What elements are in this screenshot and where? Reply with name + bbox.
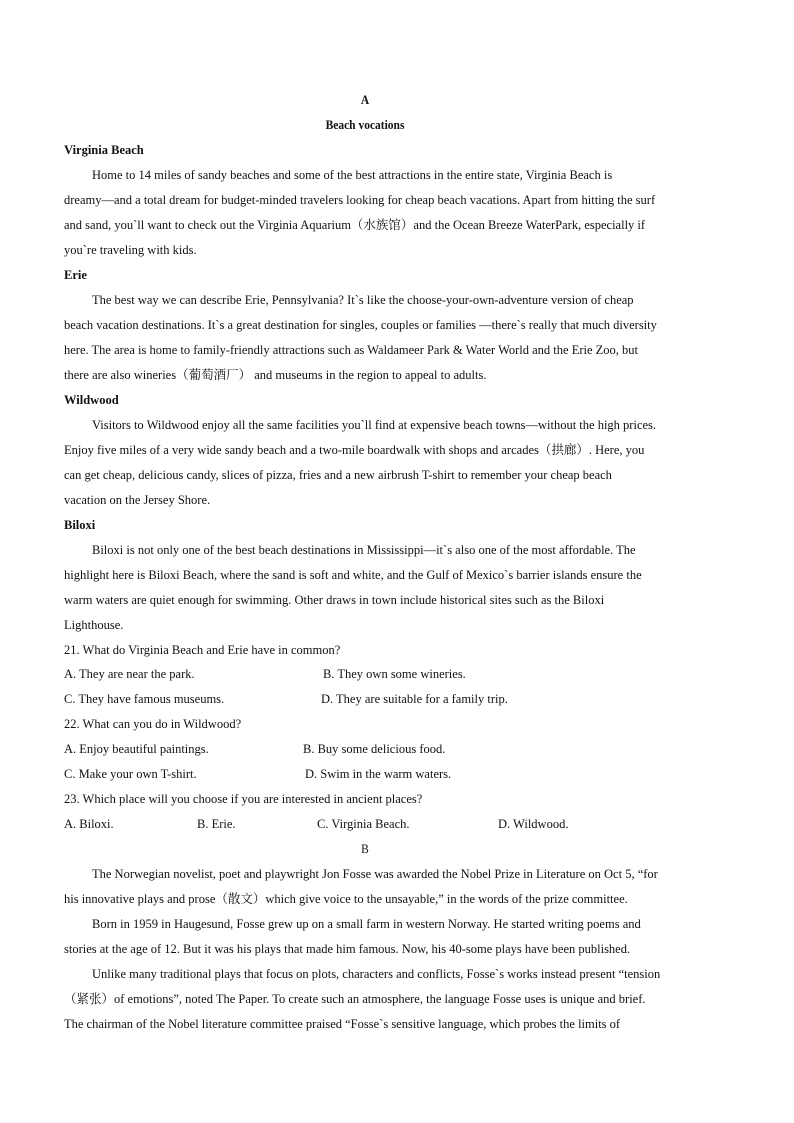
paragraph-line: you`re traveling with kids.: [64, 243, 197, 257]
answer-option-23b: B. Erie.: [197, 817, 236, 831]
question-stem-21: 21. What do Virginia Beach and Erie have in common?: [64, 643, 341, 657]
answer-option-23a: A. Biloxi.: [64, 817, 114, 831]
passage-a-label: A: [360, 93, 370, 107]
paragraph-line: Biloxi is not only one of the best beach destinations in Mississippi—it`s also one of the most affordable. The: [92, 543, 636, 557]
paragraph-line: （紧张）of emotions”, noted The Paper. To create such an atmosphere, the language Fosse uses is unique and brief.: [64, 992, 646, 1006]
answer-option-22b: B. Buy some delicious food.: [303, 742, 446, 756]
paragraph-line: Enjoy five miles of a very wide sandy beach and a two-mile boardwalk with shops and arcades（拱廊）. Here, you: [64, 443, 645, 457]
paragraph-line: highlight here is Biloxi Beach, where the sand is soft and white, and the Gulf of Mexico`s barrier islands ensure the: [64, 568, 642, 582]
section-heading-wildwood: Wildwood: [64, 393, 119, 407]
paragraph-line: here. The area is home to family-friendly attractions such as Waldameer Park & Water World and the Erie Zoo, but: [64, 343, 638, 357]
paragraph-line: Home to 14 miles of sandy beaches and some of the best attractions in the entire state, Virginia Beach is: [92, 168, 613, 182]
paragraph-line: there are also wineries（葡萄酒厂） and museums in the region to appeal to adults.: [64, 368, 487, 382]
answer-option-22d: D. Swim in the warm waters.: [305, 767, 452, 781]
answer-option-22c: C. Make your own T-shirt.: [64, 767, 197, 781]
paragraph-line: The best way we can describe Erie, Pennsylvania? It`s like the choose-your-own-adventure version of cheap: [92, 293, 634, 307]
answer-option-21d: D. They are suitable for a family trip.: [321, 692, 508, 706]
paragraph-line: Born in 1959 in Haugesund, Fosse grew up on a small farm in western Norway. He started writing poems and: [92, 917, 641, 931]
question-stem-23: 23. Which place will you choose if you are interested in ancient places?: [64, 792, 423, 806]
answer-option-21a: A. They are near the park.: [64, 667, 195, 681]
paragraph-line: warm waters are quiet enough for swimming. Other draws in town include historical sites such as the Biloxi: [64, 593, 605, 607]
paragraph-line: can get cheap, delicious candy, slices of pizza, fries and a new airbrush T-shirt to remember your cheap beach: [64, 468, 612, 482]
paragraph-line: vacation on the Jersey Shore.: [64, 493, 211, 507]
paragraph-line: stories at the age of 12. But it was his plays that made him famous. Now, his 40-some plays have been published.: [64, 942, 631, 956]
paragraph-line: Visitors to Wildwood enjoy all the same facilities you`ll find at expensive beach towns—without the high prices.: [92, 418, 657, 432]
paragraph-line: beach vacation destinations. It`s a great destination for singles, couples or families —there`s really that much diversity: [64, 318, 657, 332]
section-heading-virginia-beach: Virginia Beach: [64, 143, 144, 157]
paragraph-line: dreamy—and a total dream for budget-minded travelers looking for cheap beach vacations. Apart from hitting the surf: [64, 193, 656, 207]
paragraph-line: his innovative plays and prose（散文）which give voice to the unsayable,” in the words of the prize committee.: [64, 892, 628, 906]
answer-option-23c: C. Virginia Beach.: [317, 817, 410, 831]
answer-option-22a: A. Enjoy beautiful paintings.: [64, 742, 209, 756]
question-stem-22: 22. What can you do in Wildwood?: [64, 717, 242, 731]
section-heading-erie: Erie: [64, 268, 87, 282]
passage-b-label: B: [361, 842, 369, 856]
paragraph-line: Lighthouse.: [64, 618, 124, 632]
paragraph-line: and sand, you`ll want to check out the Virginia Aquarium（水族馆）and the Ocean Breeze WaterPark, especially if: [64, 218, 646, 232]
paragraph-line: Unlike many traditional plays that focus on plots, characters and conflicts, Fosse`s works instead present “tension: [92, 967, 661, 981]
paragraph-line: The chairman of the Nobel literature committee praised “Fosse`s sensitive language, which probes the limits of: [64, 1017, 621, 1031]
answer-option-21c: C. They have famous museums.: [64, 692, 225, 706]
paragraph-line: The Norwegian novelist, poet and playwright Jon Fosse was awarded the Nobel Prize in Literature on Oct 5, “for: [92, 867, 658, 881]
section-heading-biloxi: Biloxi: [64, 518, 96, 532]
answer-option-23d: D. Wildwood.: [498, 817, 569, 831]
passage-a-title: Beach vocations: [325, 118, 405, 132]
answer-option-21b: B. They own some wineries.: [323, 667, 466, 681]
